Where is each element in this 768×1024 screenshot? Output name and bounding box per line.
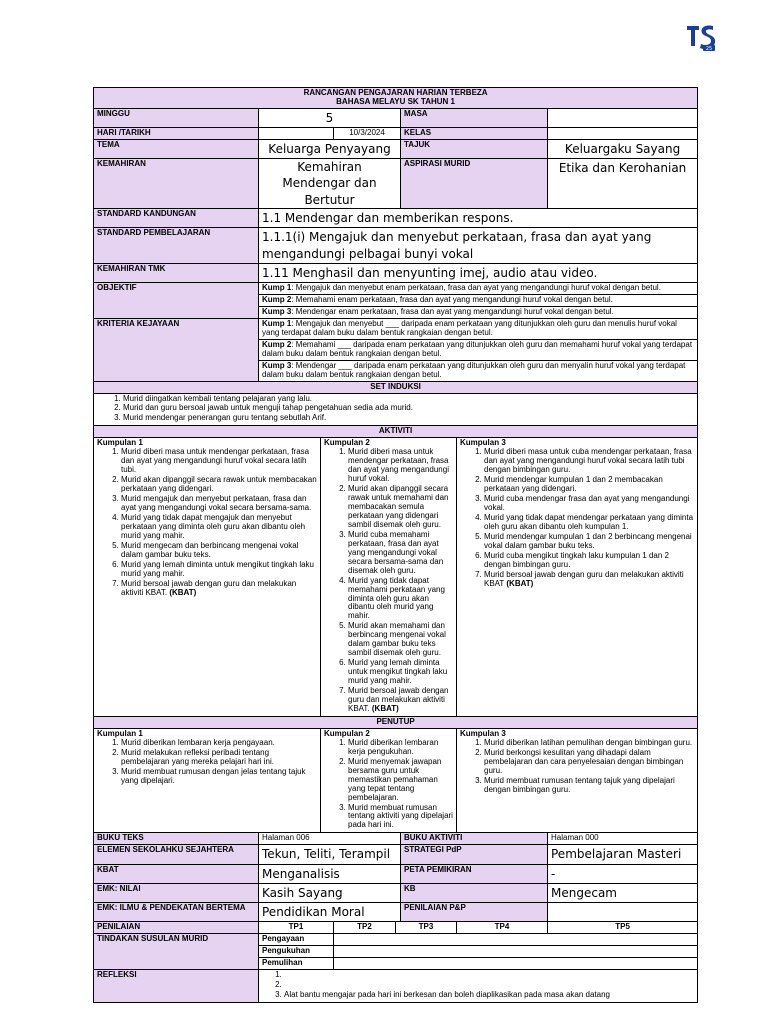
list-item: 5. Murid mengecam dan berbincang mengenai vokal dalam gambar buku teks.: [121, 542, 317, 560]
penilaian-label: PENILAIAN: [94, 922, 259, 934]
kbat-value: Menganalisis: [259, 864, 401, 883]
tp3-cell[interactable]: TP3: [396, 922, 457, 934]
list-item-kbat: [348, 687, 453, 714]
kump-tag: Kump 2: [262, 294, 292, 304]
objektif-text: : Mengajuk dan menyebut enam perkataan, frasa dan ayat yang mengandungi huruf vokal dengan betul.: [291, 282, 661, 292]
list-item: 1. Murid diberikan lembaran kerja pengayaan.: [121, 739, 317, 748]
aktiviti-kumpulan-2: [321, 438, 457, 717]
list-item: 2. Murid dan guru bersoal jawab untuk menguji tahap pengetahuan sedia ada murid.: [123, 404, 694, 413]
penilaian-pp-value: [548, 902, 698, 921]
group-title: Kumpulan 1: [97, 728, 143, 738]
tarikh-value: 10/3/2024: [334, 128, 401, 140]
tajuk-value: Keluargaku Sayang: [548, 140, 698, 159]
tindakan-pengayaan-value[interactable]: [334, 934, 698, 946]
aktiviti-kumpulan-1: [94, 438, 321, 717]
tp2-cell[interactable]: TP2: [334, 922, 396, 934]
list-item: 4. Murid yang tidak dapat mendengar perkataan yang diminta oleh guru akan dibantu oleh kumpulan 1.: [484, 514, 694, 532]
list-item: [284, 971, 694, 980]
kb-label: KB: [401, 883, 548, 902]
svg-text:25: 25: [705, 46, 713, 52]
list-item: 3. Murid membuat rumusan dengan jelas tentang tajuk yang dipelajari.: [121, 768, 317, 786]
sk-label: STANDARD KANDUNGAN: [94, 209, 259, 228]
penutup-header: PENUTUP: [94, 716, 698, 728]
list-item: 2. Murid berkongsi kesulitan yang dihadapi dalam pembelajaran dan cara penyelesaian dengan bimbingan guru.: [484, 749, 694, 776]
set-induksi-list: [94, 393, 698, 426]
list-item: 4. Murid yang tidak dapat mengajuk dan menyebut perkataan yang diminta oleh guru akan dibantu oleh murid yang mahir.: [121, 514, 317, 541]
emk-nilai-value: Kasih Sayang: [259, 883, 401, 902]
emk-ilmu-label: EMK: ILMU & PENDEKATAN BERTEMA: [94, 902, 259, 921]
hari-label: HARI /TARIKH: [94, 128, 259, 140]
aspirasi-label: ASPIRASI MURID: [401, 159, 548, 209]
group-title: Kumpulan 1: [97, 438, 143, 448]
list-item: 1. Murid diberikan latihan pemulihan dengan bimbingan guru.: [484, 739, 694, 748]
list-item: 6. Murid yang lemah diminta untuk mengikut tingkah laku murid yang mahir.: [121, 561, 317, 579]
kbat-tag: (KBAT): [371, 703, 399, 713]
list-item-kbat: [121, 580, 317, 598]
aspirasi-value: Etika dan Kerohanian: [548, 159, 698, 209]
tindakan-pemulihan-value[interactable]: [334, 957, 698, 969]
rph-table: [93, 87, 698, 1003]
ts25-logo-icon: [683, 20, 719, 54]
objektif-kump-2: [259, 294, 698, 306]
tindakan-pengukuhan-value[interactable]: [334, 945, 698, 957]
tindakan-pengukuhan: Pengukuhan: [259, 945, 334, 957]
strategi-label: STRATEGI PdP: [401, 845, 548, 864]
group-title: Kumpulan 2: [324, 438, 370, 448]
penutup-kumpulan-2: [321, 728, 457, 832]
aktiviti-kumpulan-3: [457, 438, 698, 717]
kelas-value: [548, 128, 698, 140]
list-item: [284, 981, 694, 990]
tindakan-pemulihan: Pemulihan: [259, 957, 334, 969]
strategi-value: Pembelajaran Masteri: [548, 845, 698, 864]
sp-label: STANDARD PEMBELAJARAN: [94, 228, 259, 263]
list-item: 3. Alat bantu mengajar pada hari ini berkesan dan boleh diaplikasikan pada masa akan datang: [284, 991, 694, 1000]
kriteria-kump-2: [259, 339, 698, 360]
tp4-cell[interactable]: TP4: [457, 922, 548, 934]
group-title: Kumpulan 2: [324, 728, 370, 738]
list-item: 1. Murid diberi masa untuk mendengar perkataan, frasa dan ayat yang mengandungi huruf vokal secara latih tubi.: [121, 448, 317, 475]
list-item: 1. Murid diingatkan kembali tentang pelajaran yang lalu.: [123, 395, 694, 404]
buku-aktiviti-label: BUKU AKTIVITI: [401, 833, 548, 845]
peta-label: PETA PEMIKIRAN: [401, 864, 548, 883]
list-item: 4. Murid yang tidak dapat memahami perkataan yang diminta oleh guru akan dibantu oleh murid yang mahir.: [348, 577, 453, 622]
masa-value: [548, 108, 698, 127]
kump-tag: Kump 3: [262, 306, 292, 316]
tema-value: Keluarga Penyayang: [259, 140, 401, 159]
list-item: 2. Murid menyemak jawapan bersama guru untuk memastikan pemahaman yang tepat tentang pembelajaran.: [348, 758, 453, 803]
list-item: 1. Murid diberi masa untuk cuba mendengar perkataan, frasa dan ayat yang mengandungi huruf vokal secara latih tubi dengan bimbingan guru.: [484, 448, 694, 475]
elemen-label: ELEMEN SEKOLAHKU SEJAHTERA: [94, 845, 259, 864]
buku-teks-label: BUKU TEKS: [94, 833, 259, 845]
objektif-text: : Memahami enam perkataan, frasa dan ayat yang mengandungi huruf vokal dengan betul.: [291, 294, 613, 304]
list-item: 3. Murid cuba mendengar frasa dan ayat yang mengandungi vokal.: [484, 495, 694, 513]
penutup-kumpulan-1: [94, 728, 321, 832]
group-title: Kumpulan 3: [460, 438, 506, 448]
kemahiran-label: KEMAHIRAN: [94, 159, 259, 209]
hari-value: [259, 128, 334, 140]
list-item: 1. Murid diberikan lembaran kerja pengukuhan.: [348, 739, 453, 757]
penutup-kumpulan-3: [457, 728, 698, 832]
tp1-cell[interactable]: TP1: [259, 922, 334, 934]
list-item: 3. Murid membuat rumusan tentang tajuk yang dipelajari dengan bimbingan guru.: [484, 777, 694, 795]
list-item: 6. Murid yang lemah diminta untuk mengikut tingkah laku murid yang mahir.: [348, 659, 453, 686]
list-item-kbat: [484, 571, 694, 589]
list-item: 5. Murid akan memahami dan berbincang mengenai vokal dalam gambar buku teks sambil disemak oleh guru.: [348, 622, 453, 658]
kbat-tag: (KBAT): [506, 578, 534, 588]
kbat-tag: (KBAT): [169, 587, 197, 597]
objektif-label: OBJEKTIF: [94, 282, 259, 318]
tindakan-pengayaan: Pengayaan: [259, 934, 334, 946]
tajuk-label: TAJUK: [401, 140, 548, 159]
kriteria-kump-3: [259, 360, 698, 381]
list-item: 3. Murid mengajuk dan menyebut perkataan, frasa dan ayat yang mengandungi vokal secara bersama-sama.: [121, 495, 317, 513]
sk-value: 1.1 Mendengar dan memberikan respons.: [259, 209, 698, 228]
list-item: 3. Murid cuba memahami perkataan, frasa dan ayat yang mengandungi vokal secara bersama-sama dan disemak oleh guru.: [348, 531, 453, 576]
tmk-value: 1.11 Menghasil dan menyunting imej, audio atau video.: [259, 263, 698, 282]
kump-tag: Kump 3: [262, 360, 292, 370]
tmk-label: KEMAHIRAN TMK: [94, 263, 259, 282]
minggu-label: MINGGU: [94, 108, 259, 127]
list-item-text: Murid bersoal jawab dengan guru dan melakukan aktiviti KBAT: [484, 569, 684, 588]
refleksi-label: REFLEKSI: [94, 969, 259, 1002]
title-line-2: BAHASA MELAYU SK TAHUN 1: [336, 96, 455, 106]
emk-nilai-label: EMK: NILAI: [94, 883, 259, 902]
title-line-1: RANCANGAN PENGAJARAN HARIAN TERBEZA: [303, 88, 488, 97]
group-title: Kumpulan 3: [460, 728, 506, 738]
emk-ilmu-value: Pendidikan Moral: [259, 902, 401, 921]
tindakan-label: TINDAKAN SUSULAN MURID: [94, 934, 259, 970]
tema-label: TEMA: [94, 140, 259, 159]
list-item-text: Murid bersoal jawab dengan guru dan melakukan aktiviti KBAT.: [121, 578, 297, 597]
list-item: 2. Murid melakukan refleksi peribadi tentang pembelajaran yang mereka pelajari hari ini.: [121, 749, 317, 767]
list-item: 5. Murid mendengar kumpulan 1 dan 2 berbincang mengenai vokal dalam gambar buku teks.: [484, 533, 694, 551]
refleksi-list: [259, 969, 698, 1002]
objektif-kump-3: [259, 306, 698, 318]
elemen-value: Tekun, Teliti, Terampil: [259, 845, 401, 864]
minggu-value: 5: [259, 108, 401, 127]
set-induksi-header: SET INDUKSI: [94, 381, 698, 393]
list-item-text: Murid bersoal jawab dengan guru dan melakukan aktiviti KBAT.: [348, 686, 449, 713]
kriteria-text: : Memahami ___ daripada enam perkataan yang ditunjukkan oleh guru dan memahami huruf vokal yang terdapat dalam buku dalam bentuk rangkaian dengan betul.: [262, 339, 693, 358]
kriteria-text: : Mengajuk dan menyebut ___ daripada enam perkataan yang ditunjukkan oleh guru dan menulis huruf vokal yang terdapat dalam buku dalam bentuk rangkaian dengan betul.: [262, 318, 677, 337]
list-item: 1. Murid diberi masa untuk mendengar perkataan, frasa dan ayat yang mengandungi huruf vokal.: [348, 448, 453, 484]
list-item: 2. Murid akan dipanggil secara rawak untuk memahami dan membacakan semula perkataan yang didengari sambil disemak oleh guru.: [348, 485, 453, 530]
kump-tag: Kump 1: [262, 282, 292, 292]
buku-teks-value: Halaman 006: [259, 833, 401, 845]
buku-aktiviti-value: Halaman 000: [548, 833, 698, 845]
list-item: 3. Murid mendengar penerangan guru tentang sebutlah Arif.: [123, 414, 694, 423]
list-item: 6. Murid cuba mengikut tingkah laku kumpulan 1 dan 2 dengan bimbingan guru.: [484, 552, 694, 570]
list-item: 3. Murid membuat rumusan tentang aktiviti yang dipelajari pada hari ini.: [348, 804, 453, 831]
kump-tag: Kump 2: [262, 339, 292, 349]
masa-label: MASA: [401, 108, 548, 127]
list-item: 2. Murid akan dipanggil secara rawak untuk membacakan perkataan yang didengari.: [121, 476, 317, 494]
kriteria-label: KRITERIA KEJAYAAN: [94, 318, 259, 381]
objektif-text: : Mendengar enam perkataan, frasa dan ayat yang mengandungi huruf vokal dengan betul.: [291, 306, 614, 316]
penilaian-pp-label: PENILAIAN P&P: [401, 902, 548, 921]
kump-tag: Kump 1: [262, 318, 292, 328]
kriteria-kump-1: [259, 318, 698, 339]
list-item: 2. Murid mendengar kumpulan 1 dan 2 membacakan perkataan yang didengari.: [484, 476, 694, 494]
doc-title: [94, 88, 698, 109]
kemahiran-value: Kemahiran Mendengar dan Bertutur: [259, 159, 401, 209]
aktiviti-header: AKTIVITI: [94, 426, 698, 438]
tp5-cell[interactable]: TP5: [548, 922, 698, 934]
kb-value: Mengecam: [548, 883, 698, 902]
kelas-label: KELAS: [401, 128, 548, 140]
sp-value: 1.1.1(i) Mengajuk dan menyebut perkataan, frasa dan ayat yang mengandungi pelbagai bunyi vokal: [259, 228, 698, 263]
kriteria-text: : Mendengar ___ daripada enam perkataan yang ditunjukkan oleh guru dan menyalin huruf vokal yang terdapat dalam buku dalam bentuk rangkaian dengan betul.: [262, 360, 686, 379]
objektif-kump-1: [259, 282, 698, 294]
kbat-label: KBAT: [94, 864, 259, 883]
peta-value: -: [548, 864, 698, 883]
